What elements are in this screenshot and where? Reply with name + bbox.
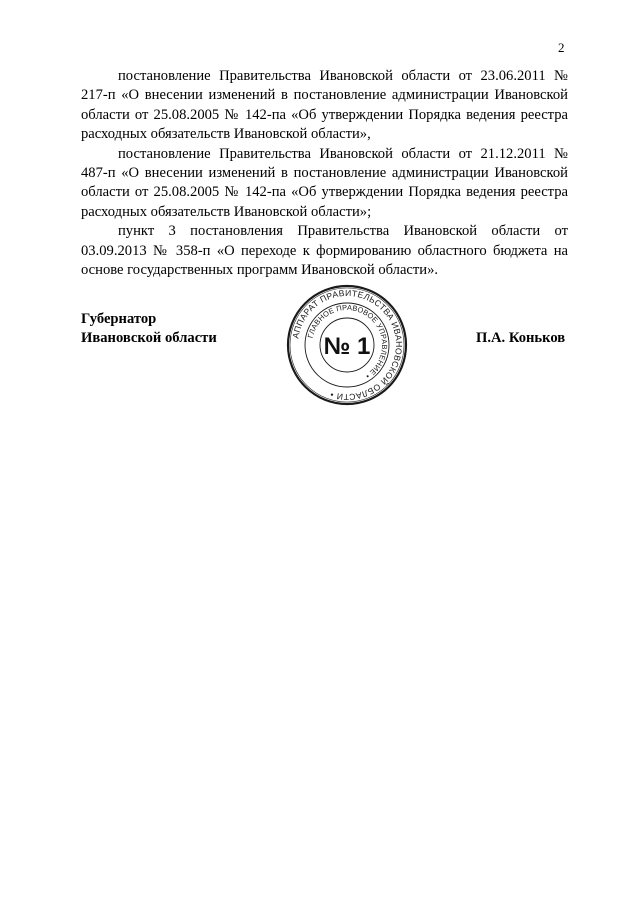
official-seal xyxy=(286,284,408,406)
signatory-title-line1: Губернатор xyxy=(81,311,157,327)
list-item: пункт 3 постановления Правительства Ивановской области от 03.09.2013 № 358-п «О переходе к формированию областного бюджета на основе государственных программ Ивановской области». xyxy=(81,223,568,279)
signatory-name: П.А. Коньков xyxy=(476,330,566,346)
list-item: постановление Правительства Ивановской области от 21.12.2011 № 487-п «О внесении изменений в постановление администрации Ивановской области от 25.08.2005 № 142-па «Об утверждении Порядка ведения реестра расходных обязательств Ивановской области»; xyxy=(81,145,568,220)
list-item: постановление Правительства Ивановской области от 23.06.2011 № 217-п «О внесении изменений в постановление администрации Ивановской области от 25.08.2005 № 142-па «Об утверждении Порядка ведения реестра расходных обязательств Ивановской области», xyxy=(81,68,568,143)
seal-inner-text: ГЛАВНОЕ ПРАВОВОЕ УПРАВЛЕНИЕ • xyxy=(305,302,390,381)
page-number: 2 xyxy=(558,40,565,55)
seal-outer-text: АППАРАТ ПРАВИТЕЛЬСТВА ИВАНОВСКОЙ ОБЛАСТИ • xyxy=(290,287,405,403)
signatory-title xyxy=(81,310,217,347)
document-body xyxy=(81,67,568,280)
signatory-title-line2: Ивановской области xyxy=(81,329,217,346)
seal-center-number: № 1 xyxy=(323,333,371,360)
